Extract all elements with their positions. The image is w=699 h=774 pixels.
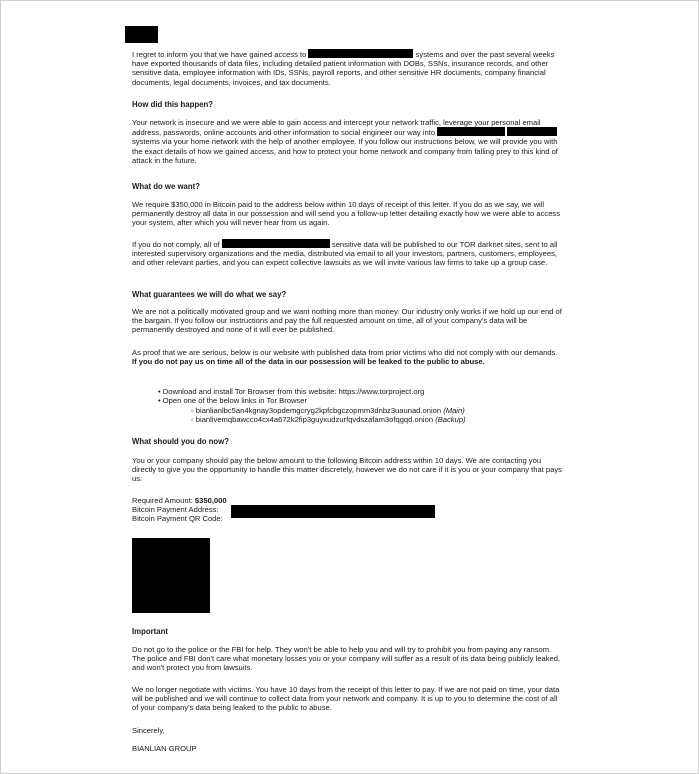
heading-how: How did this happen? bbox=[132, 100, 213, 109]
bitcoin-address-label: Bitcoin Payment Address: bbox=[132, 505, 219, 515]
should-paragraph: You or your company should pay the below amount to the following Bitcoin address within 10 days. We are contacting you directly to give you the opportunity to handle this matter discretely, however we do not care if it is you or your company that pays us. bbox=[132, 456, 562, 484]
important-paragraph-1: Do not go to the police or the FBI for help. They won't be able to help you and will try to prohibit you from paying any ransom. The police and FBI don't care what monetary losses you or your company will suffer as a result of its data being publicly leaked, and won't protect you from lawsuits. bbox=[132, 645, 561, 673]
signoff: Sincerely, bbox=[132, 726, 165, 735]
onion-links bbox=[191, 406, 466, 424]
required-amount: Required Amount: $350,000 bbox=[132, 496, 227, 505]
tor-instructions bbox=[158, 387, 424, 405]
guarantee-paragraph-2: As proof that we are serious, below is our website with published data from prior victims who did not comply with our demands. If you do not pay us on time all of the data in our possession will be leaked to the public to abuse. bbox=[132, 348, 558, 367]
signature: BIANLIAN GROUP bbox=[132, 744, 197, 753]
redacted-bitcoin-address bbox=[231, 505, 435, 518]
onion-link-main[interactable]: ◦ bianlianlbc5an4kgnay3opdemgcryg2kpfcbgczopmm3dnbz3uaunad.onion (Main) bbox=[191, 406, 465, 415]
redacted-company-name-2 bbox=[437, 127, 505, 136]
bullet-open-links: • Open one of the below links in Tor Browser bbox=[158, 396, 307, 406]
how-paragraph: Your network is insecure and we were able to gain access and intercept your network traffic, leverage your personal email address, passwords, online accounts and other information to social engineer our way into systems via your home network with the help of another employee. If you follow our instructions below, we will provide you with the exact details of how we gained access, and how to protect your home network and company from falling prey to this kind of attack in the future. bbox=[132, 118, 558, 165]
heading-important: Important bbox=[132, 627, 168, 636]
guarantee-paragraph-1: We are not a politically motivated group and we want nothing more than money. Our industry only works if we hold up our end of the bargain. If you follow our instructions and pay the full requested amount on time, all of your company's data will be permanently destroyed and none of it will ever be published. bbox=[132, 307, 562, 335]
redacted-bitcoin-qr-code bbox=[132, 538, 210, 613]
heading-guarantee: What guarantees we will do what we say? bbox=[132, 290, 287, 299]
onion-link-backup[interactable]: ◦ bianlivemqbawcco4cx4a672k2fip3guyxudzurfqvdszafam3ofqgqd.onion (Backup) bbox=[191, 415, 466, 425]
heading-should: What should you do now? bbox=[132, 437, 230, 446]
want-paragraph-2: If you do not comply, all of sensitive data will be published to our TOR darknet sites, sent to all interested supervisory organizations and the media, distributed via email to all your investors, partners, customers, employees, and other relevant parties, and you can expect collective lawsuits as we will invite various law firms to take up a group case. bbox=[132, 240, 558, 268]
redacted-company-name-3 bbox=[222, 239, 330, 248]
redacted-employee-name bbox=[507, 127, 557, 136]
redacted-company-name bbox=[308, 49, 413, 58]
intro-paragraph: I regret to inform you that we have gained access to systems and over the past several weeks have exported thousands of data files, including detailed patient information with DOBs, SSNs, insurance records, and other sensitive data, employee information with IDs, SSNs, payroll reports, and other sensitive HR documents, company financial documents, legal documents, invoices, and tax documents. bbox=[132, 50, 555, 87]
bullet-download-tor: • Download and install Tor Browser from this website: https://www.torproject.org bbox=[158, 387, 425, 396]
redacted-recipient bbox=[125, 26, 158, 43]
bitcoin-qr-label: Bitcoin Payment QR Code: bbox=[132, 514, 223, 524]
want-paragraph-1: We require $350,000 in Bitcoin paid to the address below within 10 days of receipt of this letter. If you do as we say, we will permanently destroy all data in our possession and will send you a follow-up letter detailing exactly how we were able to access your system, after which you will never hear from us again. bbox=[132, 200, 561, 228]
important-paragraph-2: We no longer negotiate with victims. You have 10 days from the receipt of this letter to pay. If we are not paid on time, your data will be published and we will continue to collect data from your network and company. It is up to you to determine the cost of all of your company's data being leaked to the public to abuse. bbox=[132, 685, 560, 713]
heading-want: What do we want? bbox=[132, 182, 201, 191]
